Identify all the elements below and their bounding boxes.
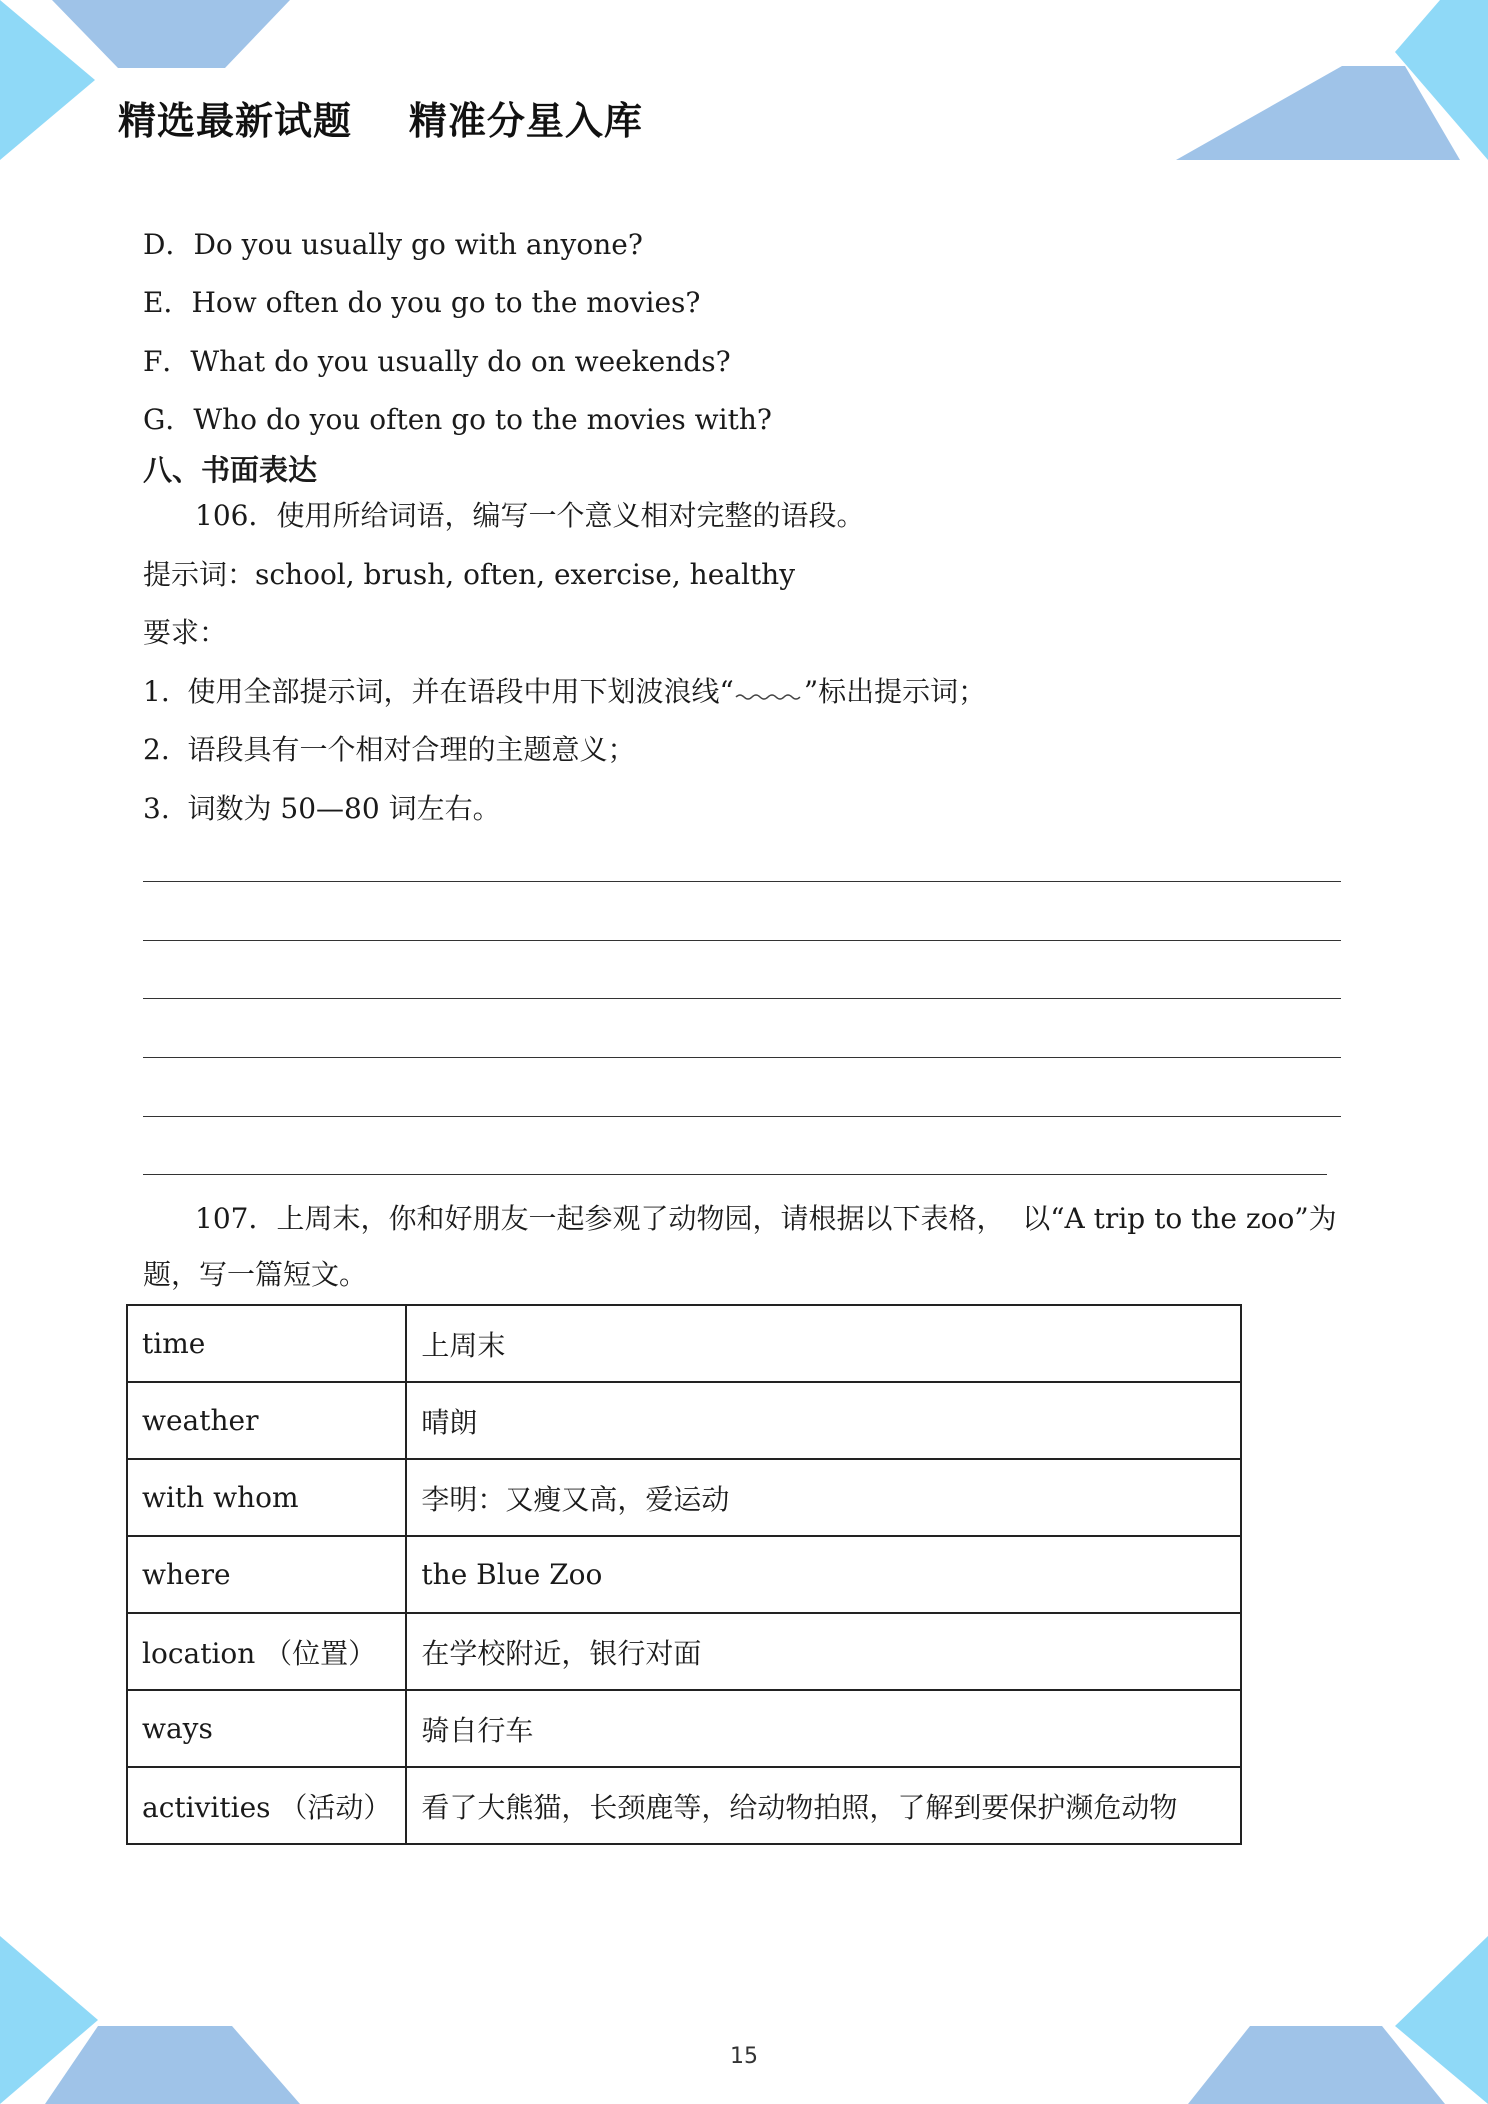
q106-requirement-2: 2. 语段具有一个相对合理的主题意义； — [143, 733, 636, 766]
table-key-cell: with whom — [127, 1459, 406, 1536]
writing-line — [143, 1116, 1341, 1117]
q106-requirements-label: 要求： — [143, 616, 228, 649]
table-row — [127, 1305, 1241, 1382]
q106-prompt: 106．使用所给词语，编写一个意义相对完整的语段。 — [195, 499, 865, 532]
table-value-cell: 上周末 — [406, 1305, 1241, 1382]
table-value-cell: 李明：又瘦又高，爱运动 — [406, 1459, 1241, 1536]
writing-line — [143, 1057, 1341, 1058]
table-key-cell: weather — [127, 1382, 406, 1459]
q106-requirement-1 — [143, 675, 986, 709]
option-g: G．Who do you often go to the movies with? — [143, 403, 772, 436]
table-value-cell: 在学校附近，银行对面 — [406, 1613, 1241, 1690]
table-key-cell: time — [127, 1305, 406, 1382]
option-e: E．How often do you go to the movies? — [143, 286, 701, 319]
q107-prompt-line-1: 107．上周末，你和好朋友一起参观了动物园，请根据以下表格， 以“A trip to the zoo”为 — [195, 1202, 1337, 1235]
table-row — [127, 1382, 1241, 1459]
wavy-underline-icon — [734, 683, 804, 701]
table-value-cell: 晴朗 — [406, 1382, 1241, 1459]
option-d: D．Do you usually go with anyone? — [143, 228, 643, 261]
writing-line — [143, 940, 1341, 941]
q106-requirement-3: 3. 词数为 50—80 词左右。 — [143, 792, 501, 825]
table-row — [127, 1613, 1241, 1690]
req1-text-before: 1. 使用全部提示词，并在语段中用下划波浪线“ — [143, 675, 734, 708]
zoo-trip-info-table — [126, 1304, 1242, 1845]
section-heading: 八、书面表达 — [143, 453, 318, 487]
writing-line — [143, 1174, 1327, 1175]
page-number: 15 — [730, 2044, 758, 2069]
req1-text-after: ”标出提示词； — [803, 675, 987, 708]
writing-line — [143, 881, 1341, 882]
table-row — [127, 1767, 1241, 1844]
page-header-title: 精选最新试题 精准分星入库 — [118, 99, 643, 143]
table-value-cell: 看了大熊猫，长颈鹿等，给动物拍照，了解到要保护濒危动物 — [406, 1767, 1241, 1844]
table-row — [127, 1536, 1241, 1613]
table-value-cell: the Blue Zoo — [406, 1536, 1241, 1613]
table-key-cell: where — [127, 1536, 406, 1613]
writing-line — [143, 998, 1341, 999]
q106-hint: 提示词：school, brush, often, exercise, healthy — [143, 558, 796, 591]
table-row — [127, 1690, 1241, 1767]
table-key-cell: location （位置） — [127, 1613, 406, 1690]
q107-prompt-line-2: 题，写一篇短文。 — [143, 1258, 368, 1291]
table-row — [127, 1459, 1241, 1536]
option-f: F．What do you usually do on weekends? — [143, 345, 731, 378]
table-key-cell: activities （活动） — [127, 1767, 406, 1844]
table-key-cell: ways — [127, 1690, 406, 1767]
table-value-cell: 骑自行车 — [406, 1690, 1241, 1767]
